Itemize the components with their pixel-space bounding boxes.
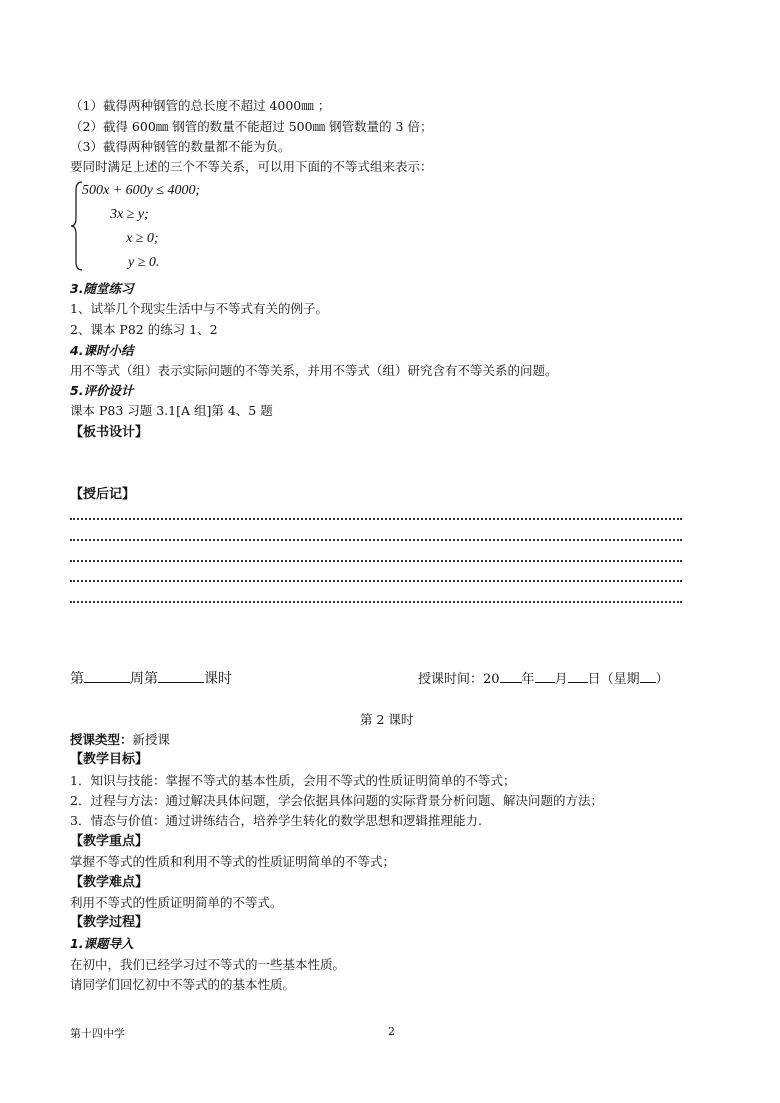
dotted-line: [70, 601, 682, 603]
goals-heading: 【教学目标】: [70, 752, 149, 767]
text-line: （2）截得 600㎜ 钢管的数量不能超过 500㎜ 钢管数量的 3 倍；: [70, 119, 433, 134]
inequality-4: y ≥ 0.: [128, 255, 160, 270]
week-line: 第 周第 课时: [70, 671, 232, 687]
post-note-heading: 【授后记】: [70, 487, 136, 502]
inequality-1: 500x + 600y ≤ 4000;: [82, 183, 201, 198]
text-line: 课本 P83 习题 3.1[A 组]第 4、5 题: [70, 403, 273, 418]
text-line: （3）截得两种钢管的数量都不能为负。: [70, 139, 291, 154]
inequality-2: 3x ≥ y;: [110, 207, 149, 222]
section-title: 3.随堂练习: [70, 281, 134, 296]
footer-school: 第十四中学: [70, 1027, 125, 1040]
board-design-heading: 【板书设计】: [70, 425, 149, 440]
text-line: 利用不等式的性质证明简单的不等式。: [70, 895, 283, 910]
text-line: 请同学们回忆初中不等式的的基本性质。: [70, 977, 296, 992]
dotted-line: [70, 539, 682, 541]
text-line: 在初中，我们已经学习过不等式的一些基本性质。: [70, 957, 346, 972]
inequality-3: x ≥ 0;: [126, 231, 159, 246]
goal-item: 3．情态与价值：通过讲练结合，培养学生转化的数学思想和逻辑推理能力.: [70, 813, 482, 828]
section-title: 4.课时小结: [70, 343, 134, 358]
dotted-line: [70, 560, 682, 562]
process-heading: 【教学过程】: [70, 915, 149, 930]
lesson-type: 授课类型：新授课: [70, 732, 171, 747]
lesson-title: 第 2 课时: [360, 712, 414, 727]
text-line: 要同时满足上述的三个不等关系，可以用下面的不等式组来表示：: [70, 159, 433, 174]
section-title: 5.评价设计: [70, 383, 134, 398]
goal-item: 1．知识与技能：掌握不等式的基本性质，会用不等式的性质证明简单的不等式；: [70, 773, 516, 788]
inequality-system: [70, 180, 270, 272]
text-line: 1、试举几个现实生活中与不等式有关的例子。: [70, 301, 328, 316]
text-line: 2、课本 P82 的练习 1、2: [70, 322, 218, 337]
dotted-line: [70, 518, 682, 520]
goal-item: 2．过程与方法：通过解决具体问题，学会依据具体问题的实际背景分析问题、解决问题的方法；: [70, 793, 603, 808]
text-line: 掌握不等式的性质和利用不等式的性质证明简单的不等式；: [70, 854, 396, 869]
time-line: 授课时间：20 年 月 日（星期 ）: [418, 672, 669, 687]
section-title: 1.课题导入: [70, 936, 134, 951]
text-line: （1）截得两种钢管的总长度不超过 4000㎜ ；: [70, 98, 331, 113]
key-points-heading: 【教学重点】: [70, 834, 149, 849]
text-line: 用不等式（组）表示实际问题的不等关系，并用不等式（组）研究含有不等关系的问题。: [70, 363, 558, 378]
page-number: 2: [388, 1025, 395, 1038]
dotted-line: [70, 580, 682, 582]
difficult-points-heading: 【教学难点】: [70, 875, 149, 890]
